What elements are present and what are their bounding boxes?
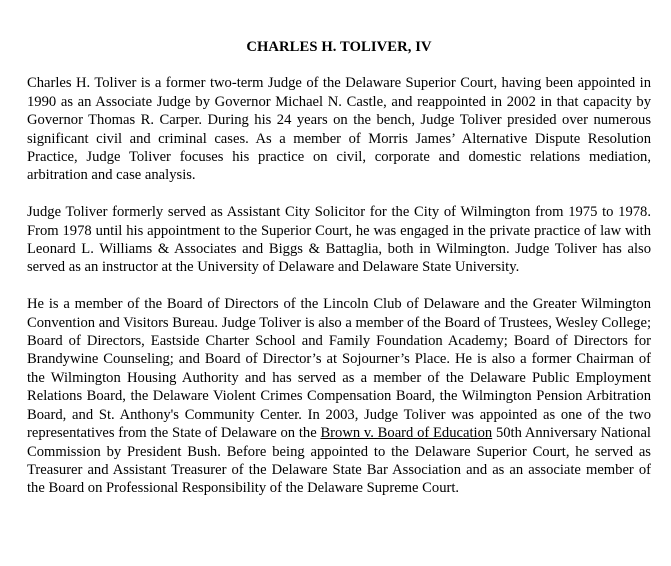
document-page — [27, 38, 651, 516]
brown-v-board-reference: Brown v. Board of Education — [320, 425, 493, 442]
paragraph-memberships — [27, 295, 651, 497]
paragraph-memberships-text-start: He is a member of the Board of Directors of the Lincoln Club of Delaware and the Greater Wilmington Convention and Visitors Bureau. Judge Toliver is also a member of the Board of Trustees, Wesley College; Board of Directors, Eastside Charter School and Family Foundation Academy; Board of Directors for Brandywine Counseling; and Board of Director’s at Sojourner’s Place. He is also a former Chairman of the Wilmington Housing Authority and has served as a member of the Delaware Public Employment Relations Board, the Delaware Violent Crimes Compensation Board, the Wilmington Pension Arbitration Board, and St. Anthony's Community Center. In 2003, Judge Toliver was appointed as one of the two representatives from the State of Delaware on the — [27, 296, 651, 442]
paragraph-memberships-text-end: 50th Anniversary National Commission by President Bush. Before being appointed to the Delaware Superior Court, he served as Treasurer and Assistant Treasurer of the Delaware State Bar Association and as an associate member of the Board on Professional Responsibility of the Delaware Supreme Court. — [27, 425, 651, 497]
paragraph-judicial-career: Charles H. Toliver is a former two-term Judge of the Delaware Superior Court, having been appointed in 1990 as an Associate Judge by Governor Michael N. Castle, and reappointed in 2002 in that capacity by Governor Thomas R. Carper. During his 24 years on the bench, Judge Toliver presided over numerous significant civil and criminal cases. As a member of Morris James’ Alternative Dispute Resolution Practice, Judge Toliver focuses his practice on civil, corporate and domestic relations mediation, arbitration and case analysis. — [27, 75, 651, 184]
document-title: CHARLES H. TOLIVER, IV — [246, 39, 432, 55]
paragraph-early-career: Judge Toliver formerly served as Assistant City Solicitor for the City of Wilmington from 1975 to 1978. From 1978 until his appointment to the Superior Court, he was engaged in the private practice of law with Leonard L. Williams & Associates and Biggs & Battaglia, both in Wilmington. Judge Toliver has also served as an instructor at the University of Delaware and Delaware State University. — [27, 204, 651, 276]
